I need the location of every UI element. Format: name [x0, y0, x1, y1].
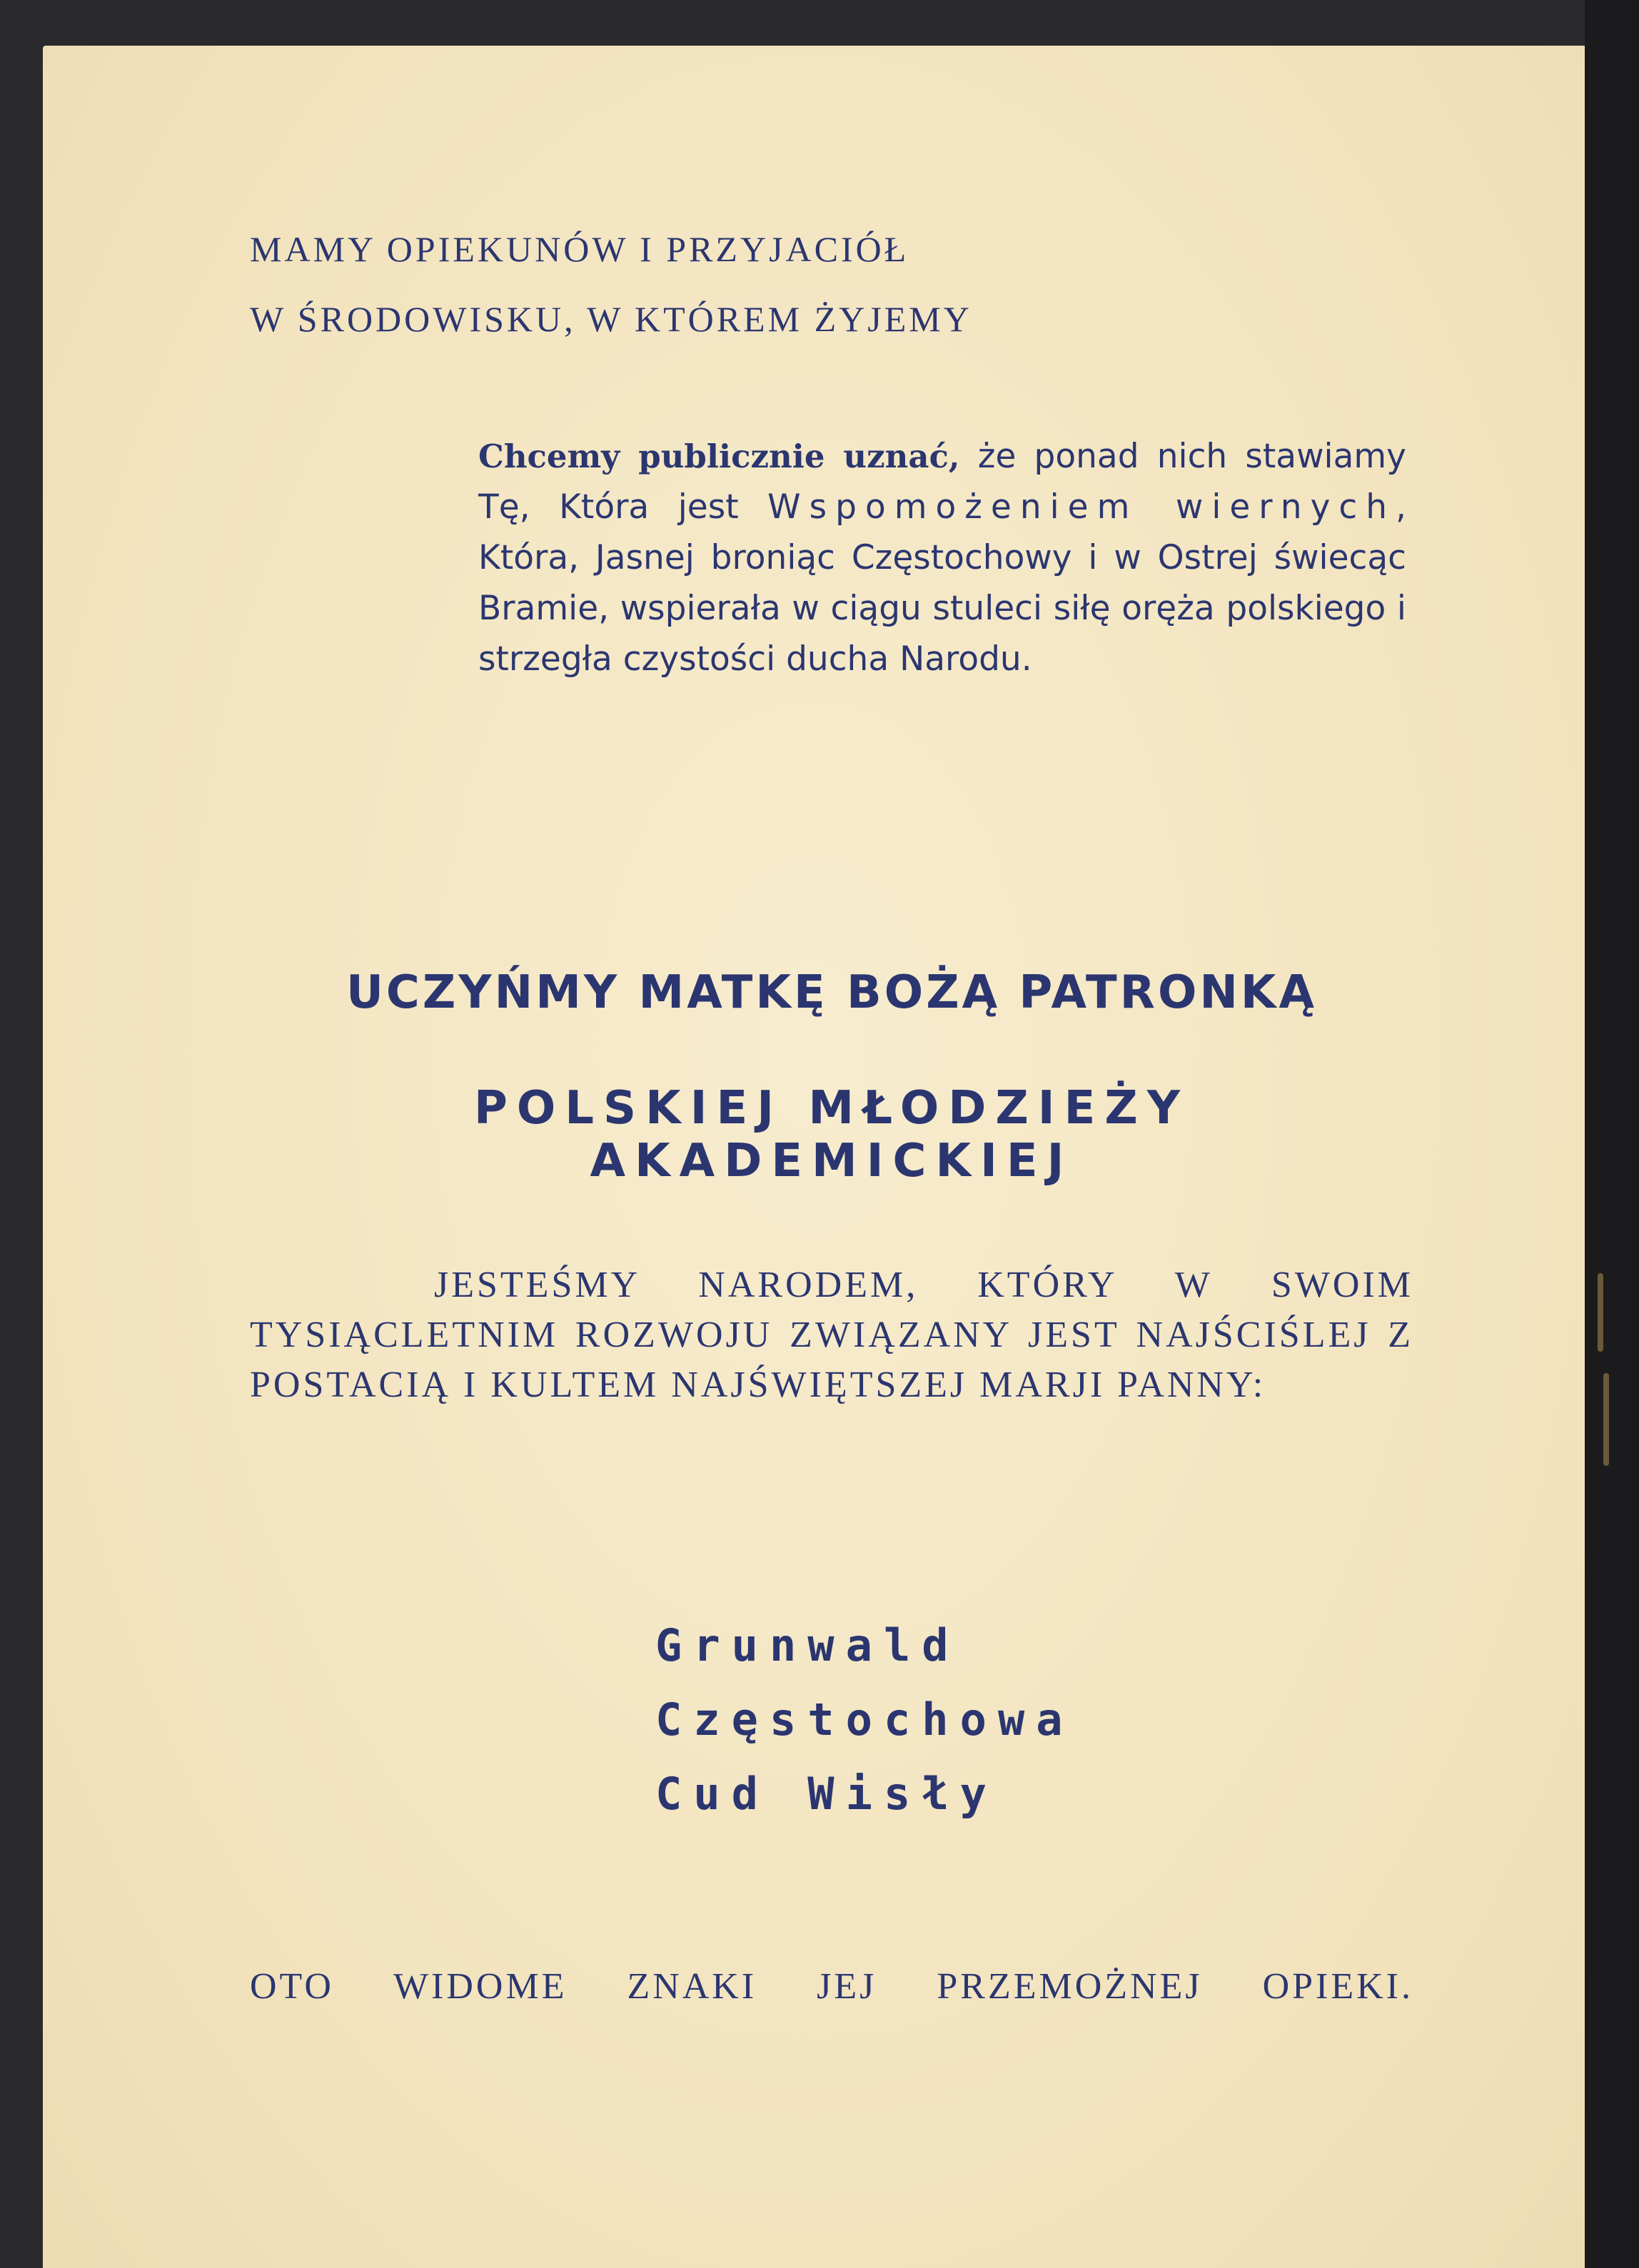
place-grunwald: Grunwald [655, 1619, 960, 1671]
closing-line: OTO WIDOME ZNAKI JEJ PRZEMOŻNEJ OPIEKI. [250, 1966, 1413, 2007]
paragraph-lead: Chcemy publicznie uznać, [478, 437, 960, 475]
section-heading-line-1: MAMY OPIEKUNÓW I PRZYJACIÓŁ [250, 229, 909, 269]
document-page [43, 46, 1585, 2268]
paragraph-text-2: , Która, Jasnej broniąc Częstochowy i w Ostrej świecąc Bramie, wspierała w ciągu stuleci siłę oręża polskiego i strzegła czystości ducha Narodu. [478, 487, 1406, 679]
place-czestochowa: Częstochowa [655, 1694, 1074, 1746]
banner-line-1: UCZYŃMY MATKĘ BOŻĄ PATRONKĄ [346, 966, 1318, 1019]
intro-paragraph [478, 431, 1406, 684]
nation-statement: JESTEŚMY NARODEM, KTÓRY W SWOIM TYSIĄCLETNIM ROZWOJU ZWIĄZANY JEST NAJŚCIŚLEJ Z POSTACIĄ I KULTEM NAJŚWIĘTSZEJ MARJI PANNY: [250, 1265, 1413, 1405]
place-cud-wisly: Cud Wisły [655, 1768, 998, 1820]
binding-stitch-marks [1585, 1273, 1635, 1473]
paragraph-emphasis: Wspomożeniem wiernych [767, 487, 1396, 527]
scan-background-edge [1585, 0, 1639, 2268]
section-heading-line-2: W ŚRODOWISKU, W KTÓREM ŻYJEMY [250, 299, 972, 339]
banner-line-2: POLSKIEJ MŁODZIEŻY AKADEMICKIEJ [473, 1082, 1190, 1188]
places-list [655, 1609, 1074, 1831]
paragraph-text-1: że ponad nich stawiamy Tę, Która jest [478, 437, 1406, 527]
